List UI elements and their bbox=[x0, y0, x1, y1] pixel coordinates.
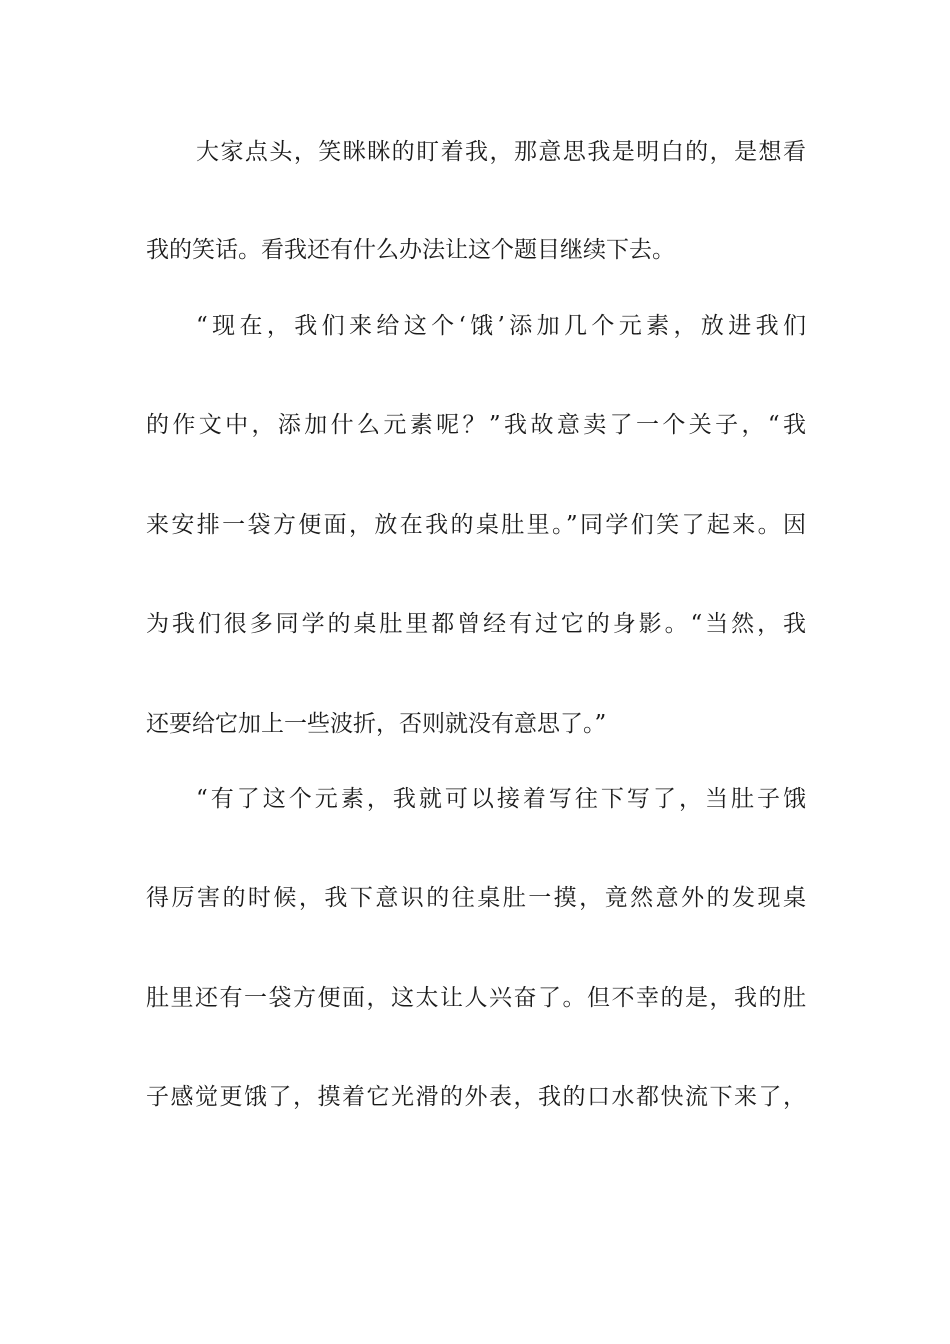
text-line-8: “有了这个元素，我就可以接着写往下写了，当肚子饿 bbox=[196, 786, 806, 812]
text-line-9: 得厉害的时候，我下意识的往桌肚一摸，竟然意外的发现桌 bbox=[146, 885, 806, 911]
text-line-7: 还要给它加上一些波折，否则就没有意思了。” bbox=[146, 711, 607, 737]
text-line-11: 子感觉更饿了，摸着它光滑的外表，我的口水都快流下来了， bbox=[146, 1084, 806, 1110]
text-line-6: 为我们很多同学的桌肚里都曾经有过它的身影。“当然，我 bbox=[146, 611, 806, 637]
text-line-3: “现在，我们来给这个‘饿’添加几个元素，放进我们 bbox=[196, 313, 806, 339]
text-line-4: 的作文中，添加什么元素呢？”我故意卖了一个关子，“我 bbox=[146, 412, 806, 438]
text-line-2: 我的笑话。看我还有什么办法让这个题目继续下去。 bbox=[146, 237, 675, 263]
text-line-5: 来安排一袋方便面，放在我的桌肚里。”同学们笑了起来。因 bbox=[146, 512, 806, 538]
text-line-1: 大家点头，笑眯眯的盯着我，那意思我是明白的，是想看 bbox=[196, 139, 806, 165]
text-line-10: 肚里还有一袋方便面，这太让人兴奋了。但不幸的是，我的肚 bbox=[146, 985, 806, 1011]
